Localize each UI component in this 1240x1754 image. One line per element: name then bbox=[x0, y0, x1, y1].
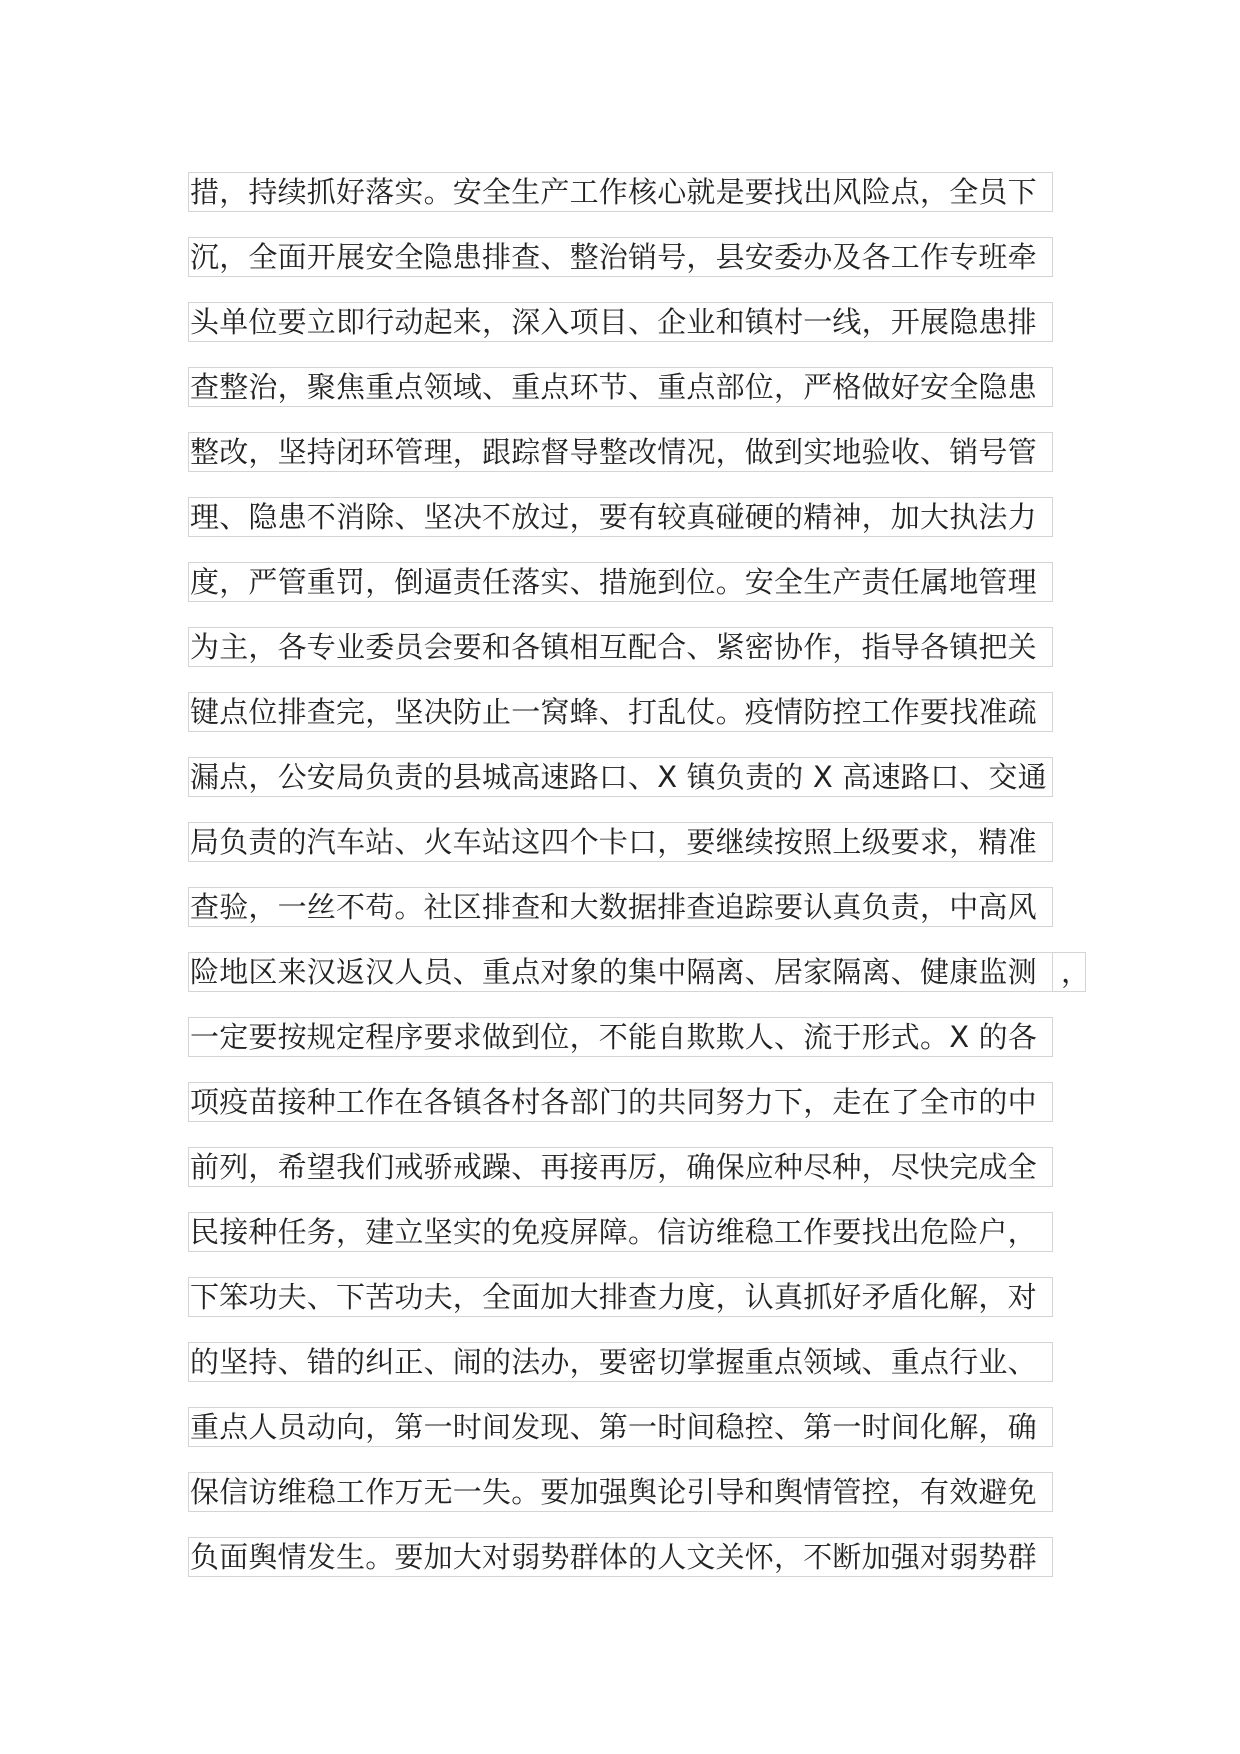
text-line-row bbox=[188, 1407, 1088, 1472]
text-line: 漏点，公安局负责的县城高速路口、X 镇负责的 X 高速路口、交通 bbox=[188, 757, 1053, 797]
text-line-row bbox=[188, 1342, 1088, 1407]
text-line-row bbox=[188, 1017, 1088, 1082]
text-line: 民接种任务，建立坚实的免疫屏障。信访维稳工作要找出危险户， bbox=[188, 1212, 1053, 1252]
text-line-row bbox=[188, 627, 1088, 692]
text-line: 项疫苗接种工作在各镇各村各部门的共同努力下，走在了全市的中 bbox=[188, 1082, 1053, 1122]
text-line: 沉，全面开展安全隐患排查、整治销号，县安委办及各工作专班牵 bbox=[188, 237, 1053, 277]
text-line: 的坚持、错的纠正、闹的法办，要密切掌握重点领域、重点行业、 bbox=[188, 1342, 1053, 1382]
text-line: 整改，坚持闭环管理，跟踪督导整改情况，做到实地验收、销号管 bbox=[188, 432, 1053, 472]
text-line-row bbox=[188, 692, 1088, 757]
text-line-row bbox=[188, 1147, 1088, 1212]
text-line: 为主，各专业委员会要和各镇相互配合、紧密协作，指导各镇把关 bbox=[188, 627, 1053, 667]
text-line-row bbox=[188, 497, 1088, 562]
text-line: 查验，一丝不苟。社区排查和大数据排查追踪要认真负责，中高风 bbox=[188, 887, 1053, 927]
text-line-row bbox=[188, 432, 1088, 497]
text-line: 重点人员动向，第一时间发现、第一时间稳控、第一时间化解，确 bbox=[188, 1407, 1053, 1447]
text-line-row bbox=[188, 1082, 1088, 1147]
text-line: 下笨功夫、下苦功夫，全面加大排查力度，认真抓好矛盾化解，对 bbox=[188, 1277, 1053, 1317]
text-line-row bbox=[188, 302, 1088, 367]
text-line-row bbox=[188, 562, 1088, 627]
text-line-row bbox=[188, 887, 1088, 952]
text-line-row bbox=[188, 1472, 1088, 1537]
text-line: 头单位要立即行动起来，深入项目、企业和镇村一线，开展隐患排 bbox=[188, 302, 1053, 342]
text-line-row bbox=[188, 367, 1088, 432]
text-line: 措，持续抓好落实。安全生产工作核心就是要找出风险点，全员下 bbox=[188, 172, 1053, 212]
text-line-row bbox=[188, 1277, 1088, 1342]
text-line: 一定要按规定程序要求做到位，不能自欺欺人、流于形式。X 的各 bbox=[188, 1017, 1053, 1057]
text-line-row bbox=[188, 1212, 1088, 1277]
text-line: 保信访维稳工作万无一失。要加强舆论引导和舆情管控，有效避免 bbox=[188, 1472, 1053, 1512]
text-line: 局负责的汽车站、火车站这四个卡口，要继续按照上级要求，精准 bbox=[188, 822, 1053, 862]
text-line: 险地区来汉返汉人员、重点对象的集中隔离、居家隔离、健康监测 bbox=[188, 952, 1053, 992]
text-line: 负面舆情发生。要加大对弱势群体的人文关怀，不断加强对弱势群 bbox=[188, 1537, 1053, 1577]
body-text bbox=[188, 172, 1091, 1602]
text-line-row bbox=[188, 172, 1088, 237]
text-line: 键点位排查完，坚决防止一窝蜂、打乱仗。疫情防控工作要找准疏 bbox=[188, 692, 1053, 732]
text-line: 前列，希望我们戒骄戒躁、再接再厉，确保应种尽种，尽快完成全 bbox=[188, 1147, 1053, 1187]
text-line-row bbox=[188, 237, 1088, 302]
text-line-row bbox=[188, 952, 1091, 1017]
text-line: 理、隐患不消除、坚决不放过，要有较真碰硬的精神，加大执法力 bbox=[188, 497, 1053, 537]
text-line: 度，严管重罚，倒逼责任落实、措施到位。安全生产责任属地管理 bbox=[188, 562, 1053, 602]
text-line-row bbox=[188, 1537, 1088, 1602]
text-line-row bbox=[188, 822, 1088, 887]
text-line-row bbox=[188, 757, 1088, 822]
overflow-punctuation: ， bbox=[1052, 952, 1086, 992]
text-line: 查整治，聚焦重点领域、重点环节、重点部位，严格做好安全隐患 bbox=[188, 367, 1053, 407]
